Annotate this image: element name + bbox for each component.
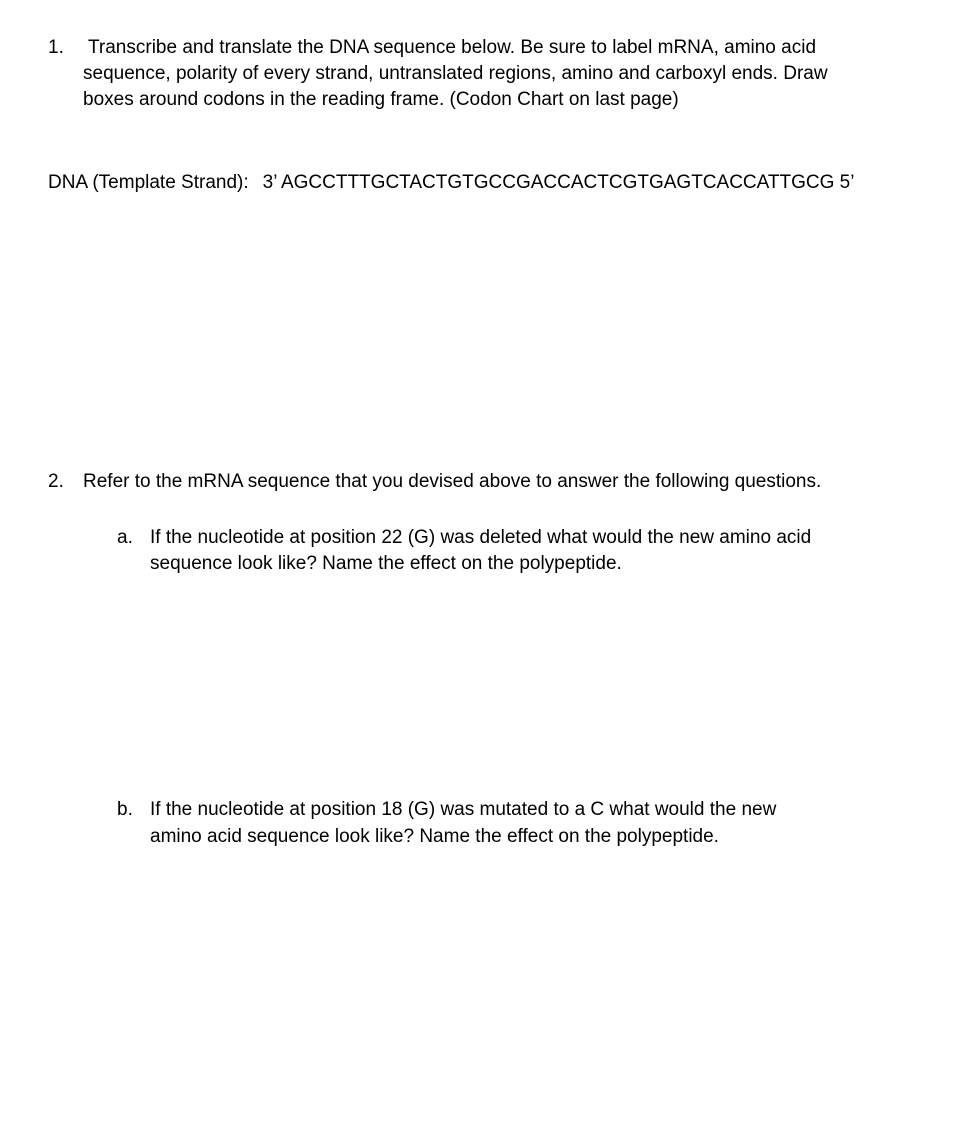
dna-template-strand [48,170,854,196]
question-2-number: 2. [48,471,64,492]
question-1-line-1: Transcribe and translate the DNA sequence below. Be sure to label mRNA, amino acid [88,37,817,58]
question-2a-line-1: If the nucleotide at position 22 (G) was deleted what would the new amino acid [150,527,812,548]
dna-label: DNA (Template Strand): [48,172,249,193]
question-2-text: Refer to the mRNA sequence that you devised above to answer the following questions. [83,471,822,492]
question-2b-line-1: If the nucleotide at position 18 (G) was mutated to a C what would the new [150,799,777,820]
question-2a-line-2: sequence look like? Name the effect on the polypeptide. [150,553,622,574]
question-1-line-2: sequence, polarity of every strand, untranslated regions, amino and carboxyl ends. Draw [83,63,828,84]
question-1-line-3: boxes around codons in the reading frame. (Codon Chart on last page) [83,89,679,110]
question-1-number: 1. [48,37,64,58]
question-2a-letter: a. [117,527,133,548]
question-2b-letter: b. [117,799,133,820]
dna-sequence: 3’ AGCCTTTGCTACTGTGCCGACCACTCGTGAGTCACCATTGCG 5’ [262,172,855,193]
question-2b-line-2: amino acid sequence look like? Name the effect on the polypeptide. [150,826,719,847]
